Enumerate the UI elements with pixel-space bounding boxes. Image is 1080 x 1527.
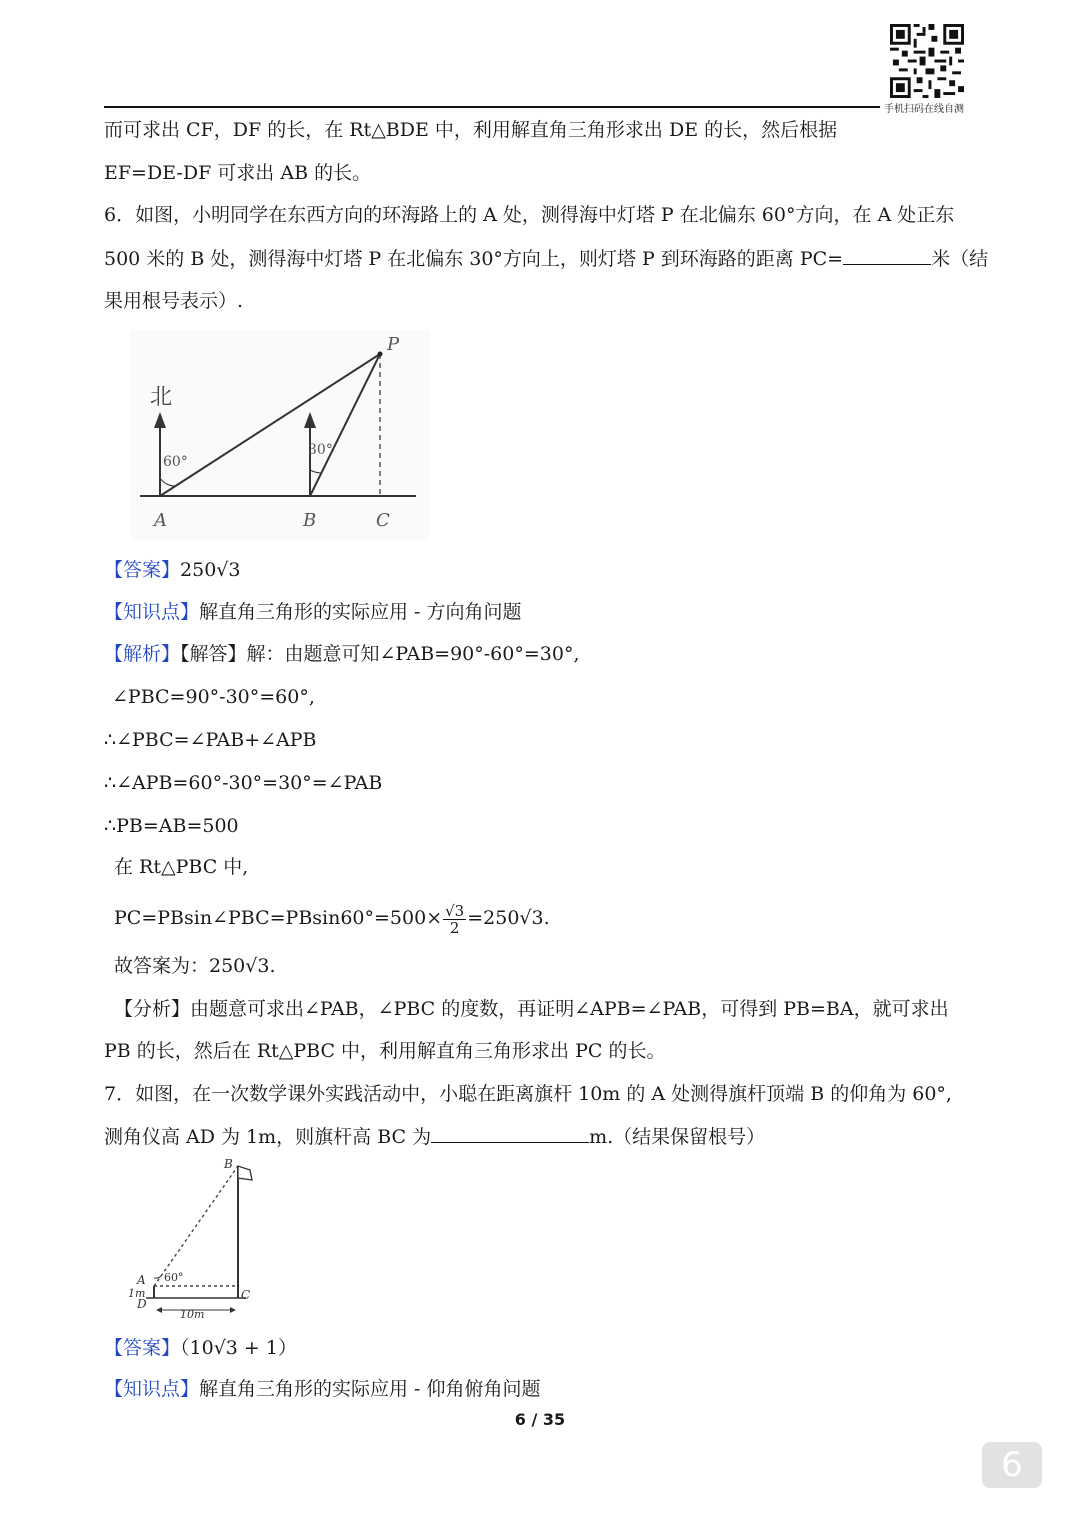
point-a-label: A (154, 510, 167, 531)
q6-answer: 250√3 (180, 559, 241, 581)
q6-analysis-line-2: PB 的长，然后在 Rt△PBC 中，利用解直角三角形求出 PC 的长。 (104, 1040, 666, 1062)
q7-height-label: 1m (128, 1287, 146, 1300)
q6-step-4: ∴PB=AB=500 (104, 815, 239, 837)
q7-answer-line (104, 1334, 297, 1362)
q7-distance-label: 10m (180, 1308, 205, 1321)
q7-point-a-label: A (137, 1273, 146, 1287)
fraction-numerator: √3 (445, 901, 465, 920)
q6-step-6 (114, 900, 550, 936)
q6-angle-60: 60° (163, 454, 188, 470)
q6-step-2: ∴∠PBC=∠PAB+∠APB (104, 729, 317, 751)
knowledge-tag: 【知识点】 (104, 601, 200, 623)
page-badge[interactable]: 6 (982, 1442, 1042, 1488)
q6-step-6a: PC=PBsin∠PBC=PBsin60°=500× (114, 907, 443, 929)
q6-text-line-3: 果用根号表示）. (104, 290, 244, 312)
q7-answer-blank (431, 1122, 589, 1143)
q7-knowledge: 解直角三角形的实际应用 - 仰角俯角问题 (199, 1378, 541, 1400)
intro-line-1: 而可求出 CF，DF 的长，在 Rt△BDE 中，利用解直角三角形求出 DE 的长，然后根据 (104, 119, 838, 141)
q6-text-line-1: 6．如图，小明同学在东西方向的环海路上的 A 处，测得海中灯塔 P 在北偏东 60°方向，在 A 处正东 (104, 204, 955, 226)
q7-knowledge-line (104, 1375, 541, 1403)
q6-step-3: ∴∠APB=60°-30°=30°=∠PAB (104, 772, 383, 794)
q7-answer: （10√3 + 1） (180, 1337, 297, 1359)
point-c-label: C (376, 510, 390, 531)
q6-analysis-line-1: 【分析】由题意可求出∠PAB，∠PBC 的度数，再证明∠APB=∠PAB，可得到 PB=BA，就可求出 (114, 998, 949, 1020)
north-label: 北 (150, 385, 173, 410)
q6-answer-line (104, 556, 240, 584)
q6-answer-blank (843, 244, 931, 265)
q6-text-line-2a: 500 米的 B 处，测得海中灯塔 P 在北偏东 30°方向上，则灯塔 P 到环海路的距离 PC= (104, 248, 844, 270)
q6-text-line-2b: 米（结 (931, 248, 989, 270)
intro-line-2: EF=DE-DF 可求出 AB 的长。 (104, 162, 372, 184)
answer-tag: 【答案】 (104, 559, 181, 581)
fraction-denominator: 2 (449, 918, 460, 937)
q7-text-line-2a: 测角仪高 AD 为 1m，则旗杆高 BC 为 (104, 1126, 432, 1148)
qr-code-icon (890, 24, 964, 98)
sqrt3-over-2-fraction (443, 903, 466, 936)
flag-icon (238, 1166, 252, 1180)
q7-text-line-2b: m.（结果保留根号） (589, 1126, 766, 1148)
q7-text-line-2 (104, 1122, 765, 1151)
page-number: 6 / 35 (514, 1410, 566, 1429)
q7-point-b-label: B (224, 1157, 233, 1171)
q6-solution-lead: 【解答】解：由题意可知∠PAB=90°-60°=30°, (180, 643, 580, 665)
point-p-label: P (387, 334, 400, 355)
header-divider (104, 106, 880, 108)
answer-tag: 【答案】 (104, 1337, 181, 1359)
q6-step-5: 在 Rt△PBC 中, (114, 856, 249, 878)
q6-text-line-2 (104, 244, 988, 273)
analysis-tag: 【解析】 (104, 643, 181, 665)
q6-figure (130, 330, 430, 540)
q7-text-line-1: 7．如图，在一次数学课外实践活动中，小聪在距离旗杆 10m 的 A 处测得旗杆顶端 B 的仰角为 60°, (104, 1083, 952, 1105)
q7-point-c-label: C (241, 1288, 251, 1302)
q6-step-6b: =250√3. (467, 907, 550, 929)
knowledge-tag: 【知识点】 (104, 1378, 200, 1400)
q7-angle-60: 60° (164, 1271, 184, 1284)
q7-figure (124, 1152, 274, 1322)
q6-knowledge: 解直角三角形的实际应用 - 方向角问题 (199, 601, 522, 623)
q6-angle-30: 30° (308, 442, 333, 458)
q6-step-1: ∠PBC=90°-30°=60°, (112, 686, 315, 708)
point-b-label: B (303, 510, 317, 531)
q7-point-d-label: D (137, 1297, 147, 1311)
q6-step-7: 故答案为：250√3. (114, 955, 276, 977)
q6-solution-line (104, 640, 580, 668)
q6-knowledge-line (104, 598, 522, 626)
qr-caption: 手机扫码在线自测 (884, 104, 964, 115)
